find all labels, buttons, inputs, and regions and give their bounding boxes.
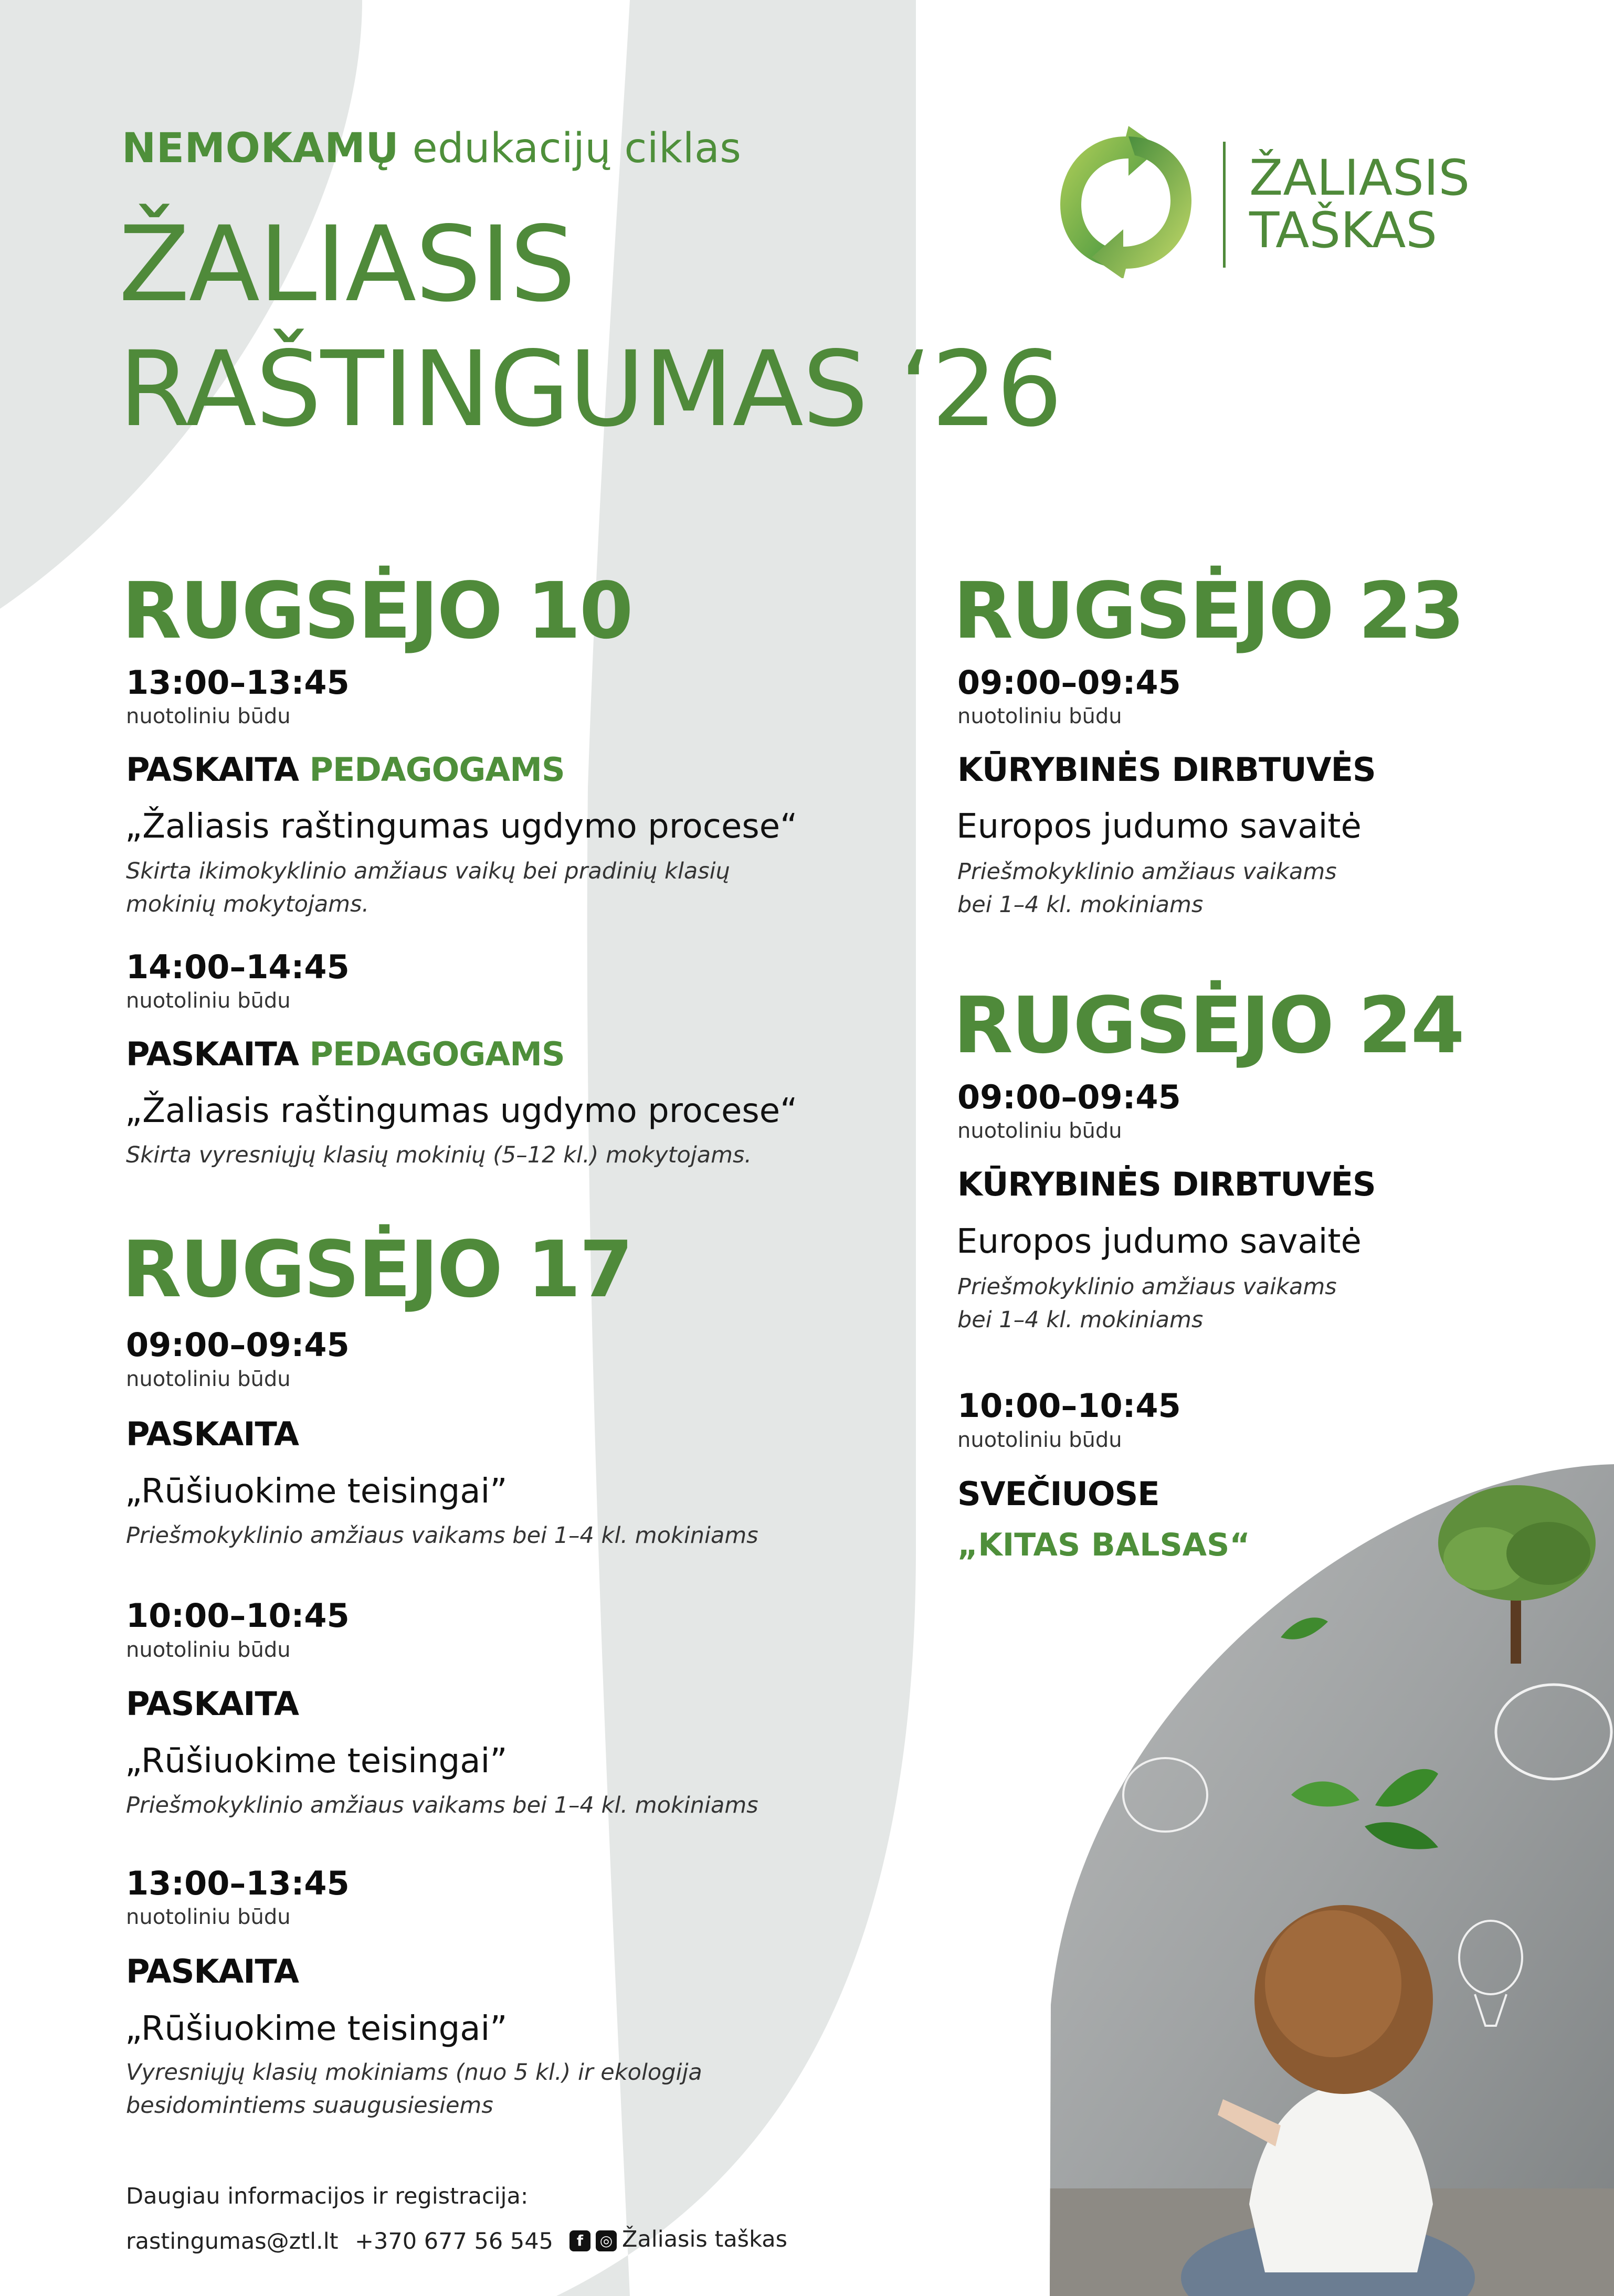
facebook-icon[interactable]: f: [569, 2230, 590, 2251]
title-line-1: ŽALIASIS: [119, 204, 575, 325]
guest-name: „KITAS BALSAS“: [957, 1527, 1250, 1563]
event-topic: „Rūšiuokime teisingai”: [125, 2009, 508, 2048]
event-type: KŪRYBINĖS DIRBTUVĖS: [957, 1165, 1376, 1203]
event-topic: „Rūšiuokime teisingai”: [125, 1472, 508, 1511]
event-type: [126, 1035, 565, 1073]
event-description: [957, 855, 1337, 922]
event-description-line: bei 1–4 kl. mokiniams: [957, 1307, 1204, 1333]
social-links: [569, 2228, 787, 2251]
event-time: 13:00–13:45: [126, 1864, 350, 1902]
event-mode: nuotoliniu būdu: [126, 1905, 291, 1929]
event-description-line: Vyresniųjų klasių mokiniams (nuo 5 kl.) ir ekologija: [126, 2059, 702, 2086]
event-mode: nuotoliniu būdu: [957, 704, 1122, 728]
contact-phone[interactable]: +370 677 56 545: [355, 2228, 553, 2255]
event-type-label: PASKAITA: [126, 1035, 299, 1073]
event-time: 09:00–09:45: [957, 663, 1181, 702]
event-topic: „Žaliasis raštingumas ugdymo procese“: [125, 1092, 798, 1130]
event-description-line: Priešmokyklinio amžiaus vaikams: [957, 859, 1337, 885]
event-type: PASKAITA: [126, 1415, 299, 1453]
day-heading: RUGSĖJO 17: [122, 1224, 632, 1315]
event-mode: nuotoliniu būdu: [126, 704, 291, 728]
event-description-line: besidomintiems suaugusiesiems: [126, 2092, 493, 2119]
event-type: PASKAITA: [126, 1685, 299, 1723]
kicker-bold: NEMOKAMŲ: [122, 125, 399, 172]
event-type-label: PASKAITA: [126, 750, 299, 789]
social-name[interactable]: Žaliasis taškas: [622, 2226, 787, 2252]
brand-wordmark: [1249, 152, 1470, 257]
day-heading: RUGSĖJO 23: [953, 566, 1463, 656]
event-description: Priešmokyklinio amžiaus vaikams bei 1–4 kl. mokiniams: [126, 1792, 758, 1818]
event-mode: nuotoliniu būdu: [957, 1119, 1122, 1143]
event-topic: Europos judumo savaitė: [956, 807, 1362, 846]
instagram-icon[interactable]: ◎: [596, 2230, 617, 2251]
event-mode: nuotoliniu būdu: [126, 1367, 291, 1391]
event-topic: „Rūšiuokime teisingai”: [125, 1742, 508, 1781]
event-description: [957, 1271, 1337, 1337]
event-time: 13:00–13:45: [126, 663, 350, 702]
brand-line-2: TAŠKAS: [1249, 202, 1438, 259]
title-line-2: RAŠTINGUMAS ‘26: [119, 329, 1062, 450]
event-mode: nuotoliniu būdu: [126, 989, 291, 1013]
event-time: 10:00–10:45: [957, 1387, 1181, 1425]
event-mode: nuotoliniu būdu: [957, 1428, 1122, 1452]
footer-info-label: Daugiau informacijos ir registracija:: [126, 2183, 529, 2209]
logo-divider: [1223, 142, 1226, 268]
event-type: SVEČIUOSE: [957, 1475, 1159, 1513]
event-type: PASKAITA: [126, 1952, 299, 1991]
event-time: 09:00–09:45: [126, 1326, 350, 1364]
event-topic: Europos judumo savaitė: [956, 1222, 1362, 1261]
event-description: Skirta vyresniųjų klasių mokinių (5–12 kl.) mokytojams.: [126, 1142, 752, 1168]
event-type: KŪRYBINĖS DIRBTUVĖS: [957, 750, 1376, 789]
event-audience: PEDAGOGAMS: [309, 750, 565, 789]
event-mode: nuotoliniu būdu: [126, 1638, 291, 1662]
event-type: [126, 750, 565, 789]
event-description-line: Priešmokyklinio amžiaus vaikams: [957, 1274, 1337, 1300]
event-time: 09:00–09:45: [957, 1078, 1181, 1116]
day-heading: RUGSĖJO 10: [122, 566, 632, 656]
brand-line-1: ŽALIASIS: [1249, 150, 1470, 207]
series-kicker: [122, 125, 741, 172]
event-time: 10:00–10:45: [126, 1596, 350, 1635]
event-topic: „Žaliasis raštingumas ugdymo procese“: [125, 807, 798, 846]
contact-email[interactable]: rastingumas@ztl.lt: [126, 2228, 339, 2255]
event-audience: PEDAGOGAMS: [309, 1035, 565, 1073]
event-description: [126, 2056, 702, 2122]
event-description: Priešmokyklinio amžiaus vaikams bei 1–4 kl. mokiniams: [126, 1522, 758, 1549]
kicker-rest: edukacijų ciklas: [412, 125, 742, 172]
event-time: 14:00–14:45: [126, 948, 350, 986]
event-description: Skirta ikimokyklinio amžiaus vaikų bei pradinių klasių mokinių mokytojams.: [126, 858, 730, 917]
event-description-line: bei 1–4 kl. mokiniams: [957, 892, 1204, 918]
day-heading: RUGSĖJO 24: [953, 980, 1463, 1071]
recycle-arrows-icon: [1055, 126, 1197, 278]
page-title: [119, 202, 1061, 452]
